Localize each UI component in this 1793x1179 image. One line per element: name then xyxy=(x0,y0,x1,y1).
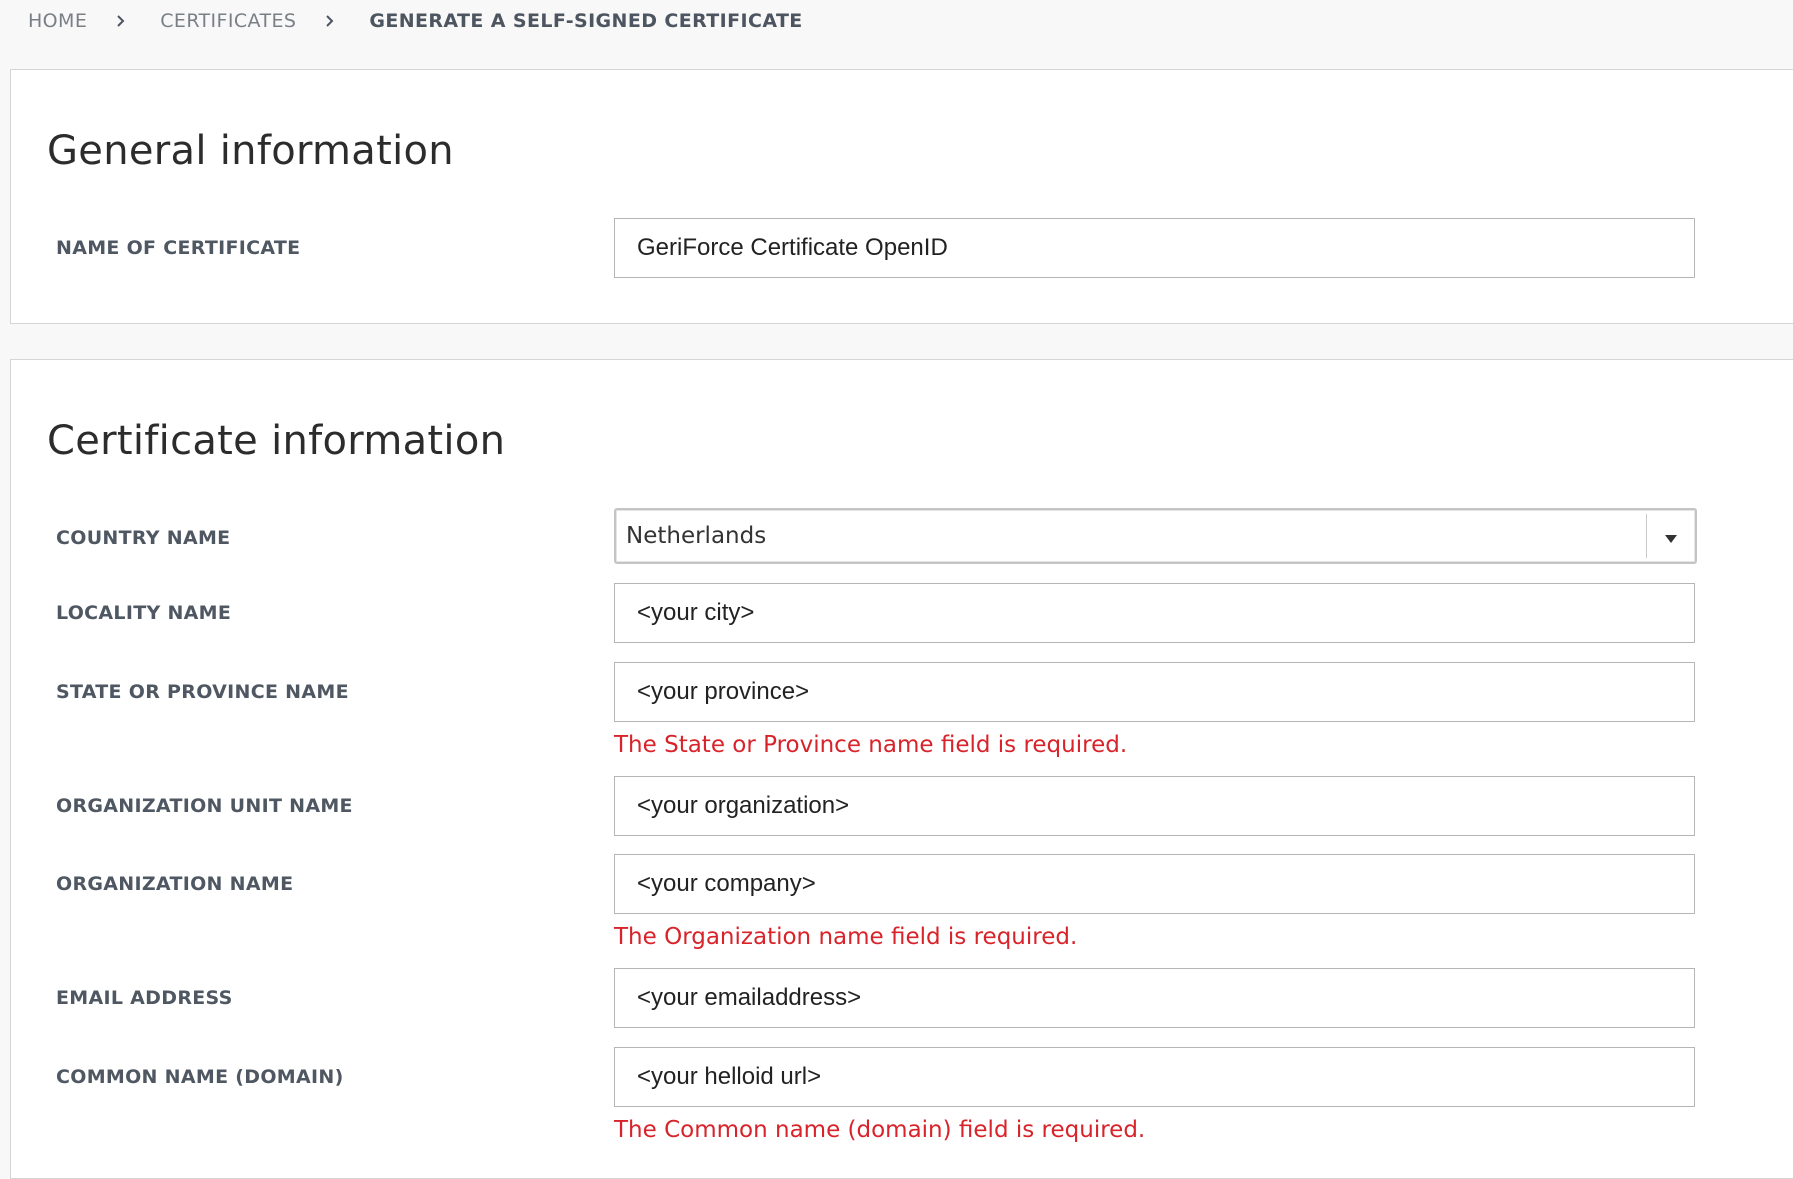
organization-name-label: ORGANIZATION NAME xyxy=(56,873,294,895)
certificate-name-label-text: NAME OF CERTIFICATE xyxy=(56,237,301,259)
common-name-input[interactable] xyxy=(614,1047,1695,1107)
common-name-error: The Common name (domain) field is required. xyxy=(614,1117,1146,1143)
locality-name-label: LOCALITY NAME xyxy=(56,602,232,624)
select-divider xyxy=(1646,514,1647,558)
state-province-input[interactable] xyxy=(614,662,1695,722)
email-address-label: EMAIL ADDRESS xyxy=(56,987,233,1009)
organization-name-error: The Organization name field is required. xyxy=(614,924,1078,950)
country-select[interactable] xyxy=(614,508,1697,564)
breadcrumb-certificates[interactable]: CERTIFICATES xyxy=(160,10,297,32)
organization-name-input[interactable] xyxy=(614,854,1695,914)
general-information-panel xyxy=(10,69,1793,324)
certificate-name-input[interactable] xyxy=(614,218,1695,278)
organization-unit-label: ORGANIZATION UNIT NAME xyxy=(56,795,353,817)
country-name-label: COUNTRY NAME xyxy=(56,527,231,549)
chevron-right-icon xyxy=(115,15,127,27)
state-province-error: The State or Province name field is required. xyxy=(614,732,1128,758)
locality-name-input[interactable] xyxy=(614,583,1695,643)
caret-down-icon[interactable] xyxy=(1664,531,1678,541)
email-address-input[interactable] xyxy=(614,968,1695,1028)
certificate-information-title: Certificate information xyxy=(47,418,506,464)
organization-unit-input[interactable] xyxy=(614,776,1695,836)
breadcrumb-home[interactable]: HOME xyxy=(28,10,88,32)
general-information-title: General information xyxy=(47,128,454,174)
country-select-value: Netherlands xyxy=(626,523,767,549)
chevron-right-icon xyxy=(324,15,336,27)
certificate-information-panel xyxy=(10,359,1793,1179)
common-name-label: COMMON NAME (DOMAIN) xyxy=(56,1066,344,1088)
breadcrumb-current: GENERATE A SELF-SIGNED CERTIFICATE xyxy=(369,10,803,32)
state-province-label: STATE OR PROVINCE NAME xyxy=(56,681,349,703)
breadcrumb xyxy=(28,10,803,32)
